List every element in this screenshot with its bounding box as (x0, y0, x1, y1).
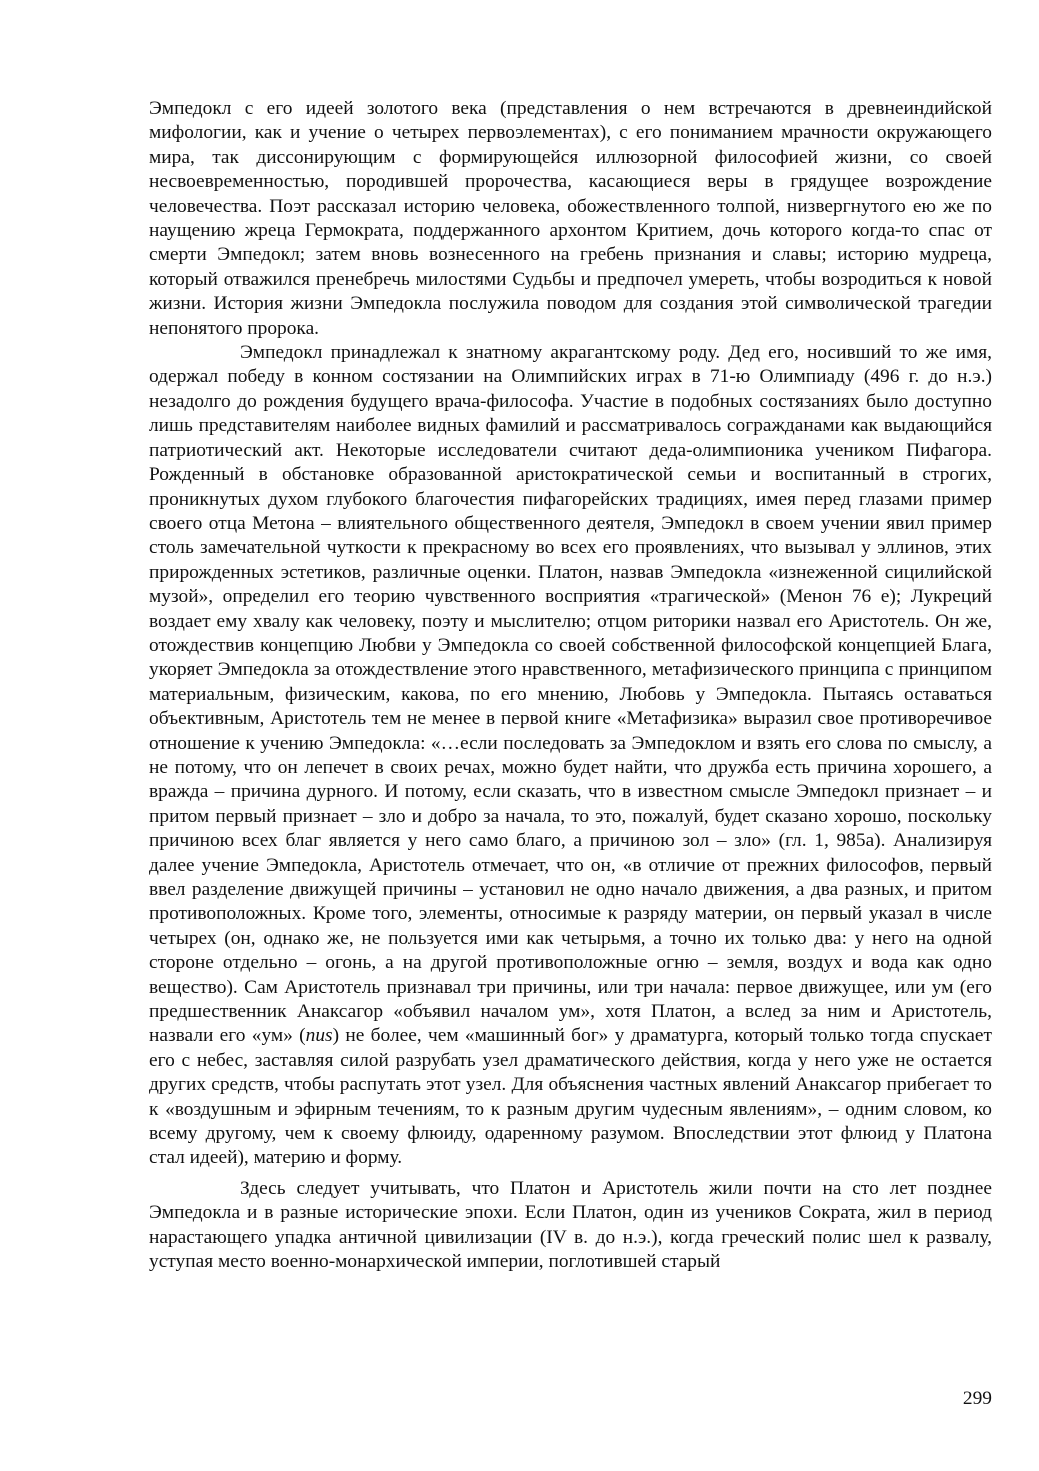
italic-term: nus (305, 1025, 333, 1047)
paragraph-2 (149, 341, 992, 1171)
paragraph-2-text-start: Эмпедокл принадлежал к знатному акрагантскому роду. Дед его, носивший то же имя, одержал победу в конном состязании на Олимпийских играх в 71-ю Олимпиаду (496 г. до н.э.) незадолго до рождения будущего врача-философа. Участие в подобных состязаниях было доступно лишь представителям наиболее видных фамилий и рассматривалось согражданами как выдающийся патриотический акт. Некоторые исследователи считают деда-олимпионика учеником Пифагора. Рожденный в обстановке образованной аристократической семьи и воспитанный в строгих, проникнутых духом глубокого благочестия пифагорейских традициях, имея перед глазами пример своего отца Метона – влиятельного общественного деятеля, Эмпедокл в своем учении явил пример столь замечательной чуткости к прекрасному во всех его проявлениях, что вызывал у эллинов, этих прирожденных эстетиков, различные оценки. Платон, назвав Эмпедокла «изнеженной сицилийской музой», определил его теорию чувственного восприятия «трагической» (Менон 76 е); Лукреций воздает ему хвалу как человеку, поэту и мыслителю; отцом риторики назвал его Аристотель. Он же, отождествив концепцию Любви у Эмпедокла со своей собственной философской концепцией Блага, укоряет Эмпедокла за отождествление этого нравственного, метафизического принципа с принципом материальным, физическим, какова, по его мнению, Любовь у Эмпедокла. Пытаясь оставаться объективным, Аристотель тем не менее в первой книге «Метафизика» выразил свое противоречивое отношение к учению Эмпедокла: «…если последовать за Эмпедоклом и взять его слова по смыслу, а не потому, что он лепечет в своих речах, можно будет найти, что дружба есть причина хорошего, а вражда – причина дурного. И потому, если сказать, что в известном смысле Эмпедокл признает – и притом первый признает – зло и добро за начала, то это, пожалуй, будет сказано хорошо, поскольку причиною всех благ является у него само благо, а причиною зол – зло» (гл. 1, 985а). Анализируя далее учение Эмпедокла, Аристотель отмечает, что он, «в отличие от прежних философов, первый ввел разделение движущей причины – установил не одно начало движения, а два разных, и притом противоположных. Кроме того, элементы, относимые к разряду материи, он первый указал в числе четырех (он, однако же, не пользуется ими как четырьмя, а точно их только два: у него на одной стороне отдельно – огонь, а на другой противоположные огню – земля, воздух и вода как одно вещество). Сам Аристотель признавал три причины, или три начала: первое движущее, или ум (его предшественник Анаксагор «объявил началом ум», хотя Платон, а вслед за ним и Аристотель, назвали его «ум» ( (149, 342, 992, 1047)
page-number: 299 (962, 1388, 992, 1409)
paragraph-2-text-end: ) не более, чем «машинный бог» у драматурга, который только тогда спускает его с небес, заставляя силой разрубать узел драматического действия, когда у него уже не остается других средств, чтобы распутать этот узел. Для объяснения частных явлений Анаксагор прибегает то к «воздушным и эфирным течениям, то к разным другим чудесным явлениям», – одним словом, ко всему другому, чем к своему флюиду, одаренному разумом. Впоследствии этот флюид у Платона стал идеей), материю и форму. (149, 1025, 992, 1169)
document-page (149, 97, 992, 1275)
paragraph-1: Эмпедокл с его идеей золотого века (представления о нем встречаются в древнеиндийской мифологии, как и учение о четырех первоэлементах), с его пониманием мрачности окружающего мира, так диссонирующим с формирующейся иллюзорной философией жизни, со своей несвоевременностью, породившей пророчества, касающиеся веры в грядущее возрождение человечества. Поэт рассказал историю человека, обожествленного толпой, низвергнутого ею же по наущению жреца Гермократа, поддержанного архонтом Критием, дочь которого когда-то спас от смерти Эмпедокл; затем вновь вознесенного на гребень признания и славы; историю мудреца, который отважился пренебречь милостями Судьбы и предпочел умереть, чтобы возродиться к новой жизни. История жизни Эмпедокла послужила поводом для создания этой символической трагедии непонятого пророка. (149, 98, 992, 339)
paragraph-3: Здесь следует учитывать, что Платон и Аристотель жили почти на сто лет позднее Эмпедокла и в разные исторические эпохи. Если Платон, один из учеников Сократа, жил в период нарастающего упадка античной цивилизации (IV в. до н.э.), когда греческий полис шел к развалу, уступая место военно-монархической империи, поглотившей старый (149, 1177, 992, 1273)
